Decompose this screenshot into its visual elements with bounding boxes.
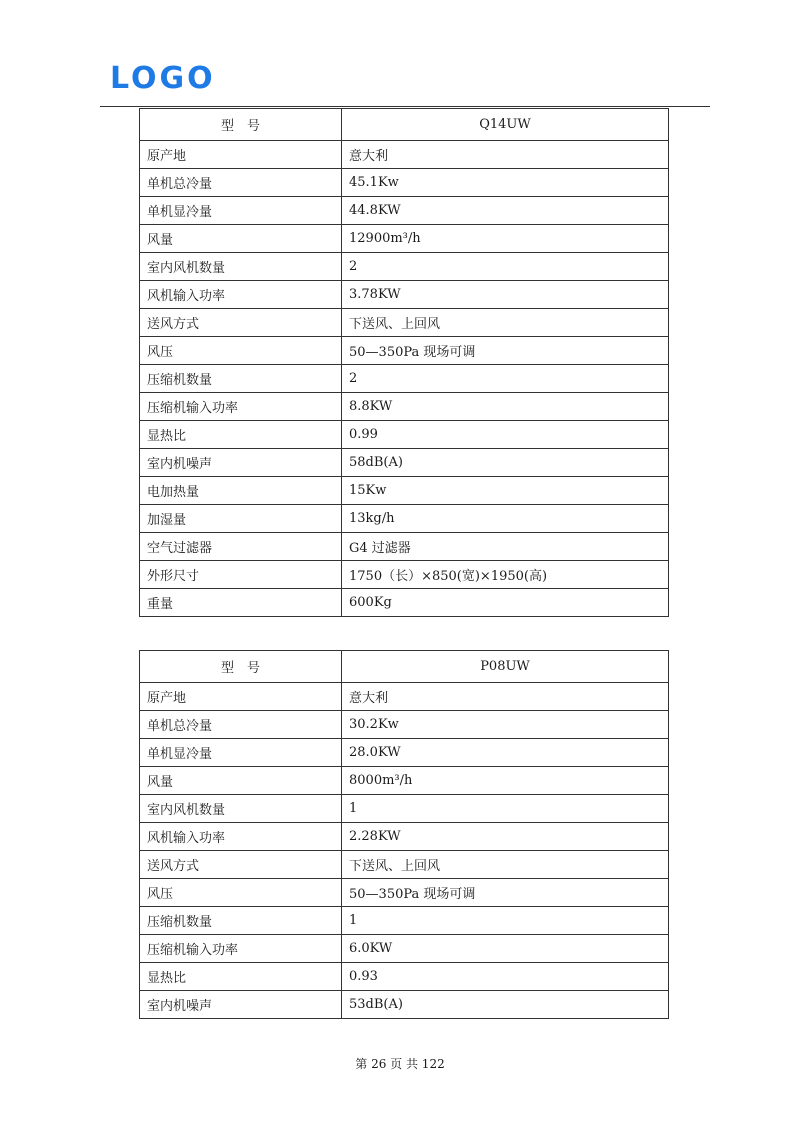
table-row: [140, 935, 669, 963]
spec-value-cell: 1750（长）×850(宽)×1950(高): [342, 561, 669, 589]
logo: LOGO: [110, 61, 216, 96]
spec-label-cell: 重量: [140, 589, 342, 617]
spec-label-cell: 室内风机数量: [140, 795, 342, 823]
spec-label-cell: 压缩机数量: [140, 907, 342, 935]
spec-value-cell: 6.0KW: [342, 935, 669, 963]
spec-label-cell: 压缩机输入功率: [140, 393, 342, 421]
spec-label-cell: 外形尺寸: [140, 561, 342, 589]
spec-value-cell: 2: [342, 253, 669, 281]
table-row: [140, 337, 669, 365]
spec-value-cell: 1: [342, 795, 669, 823]
table-row: [140, 823, 669, 851]
spec-value-cell: 13kg/h: [342, 505, 669, 533]
spec-value-cell: 1: [342, 907, 669, 935]
model-label-cell: 型 号: [140, 109, 342, 141]
spec-value-cell: 下送风、上回风: [342, 309, 669, 337]
spec-label-cell: 室内机噪声: [140, 991, 342, 1019]
table-row: [140, 991, 669, 1019]
table-row: [140, 533, 669, 561]
table-row: [140, 795, 669, 823]
table-row: [140, 281, 669, 309]
table-row: [140, 711, 669, 739]
table-row: [140, 393, 669, 421]
table-row: [140, 561, 669, 589]
spec-value-cell: 2.28KW: [342, 823, 669, 851]
spec-value-cell: 15Kw: [342, 477, 669, 505]
spec-value-cell: 8.8KW: [342, 393, 669, 421]
table-row: [140, 879, 669, 907]
spec-value-cell: 28.0KW: [342, 739, 669, 767]
spec-value-cell: 3.78KW: [342, 281, 669, 309]
spec-label-cell: 送风方式: [140, 309, 342, 337]
model-value-cell: Q14UW: [342, 109, 669, 141]
spec-value-cell: G4 过滤器: [342, 533, 669, 561]
table-row: [140, 683, 669, 711]
table-row: [140, 963, 669, 991]
spec-value-cell: 2: [342, 365, 669, 393]
page-number: 第 26 页 共 122: [355, 1057, 445, 1071]
spec-value-cell: 意大利: [342, 141, 669, 169]
spec-value-cell: 意大利: [342, 683, 669, 711]
table-row: [140, 907, 669, 935]
spec-table-q14uw: [139, 108, 669, 617]
table-row: [140, 449, 669, 477]
model-label-cell: 型 号: [140, 651, 342, 683]
spec-label-cell: 原产地: [140, 141, 342, 169]
spec-value-cell: 下送风、上回风: [342, 851, 669, 879]
spec-value-cell: 30.2Kw: [342, 711, 669, 739]
spec-label-cell: 压缩机数量: [140, 365, 342, 393]
spec-value-cell: 44.8KW: [342, 197, 669, 225]
spec-label-cell: 显热比: [140, 963, 342, 991]
table-row: [140, 169, 669, 197]
table-row: [140, 197, 669, 225]
spec-label-cell: 单机总冷量: [140, 711, 342, 739]
spec-label-cell: 送风方式: [140, 851, 342, 879]
table-row: [140, 253, 669, 281]
table-row: [140, 767, 669, 795]
spec-label-cell: 显热比: [140, 421, 342, 449]
spec-label-cell: 单机总冷量: [140, 169, 342, 197]
spec-label-cell: 风压: [140, 879, 342, 907]
spec-label-cell: 风量: [140, 767, 342, 795]
spec-label-cell: 风机输入功率: [140, 281, 342, 309]
spec-label-cell: 室内机噪声: [140, 449, 342, 477]
spec-label-cell: 电加热量: [140, 477, 342, 505]
spec-label-cell: 加湿量: [140, 505, 342, 533]
table-row: [140, 589, 669, 617]
model-value-cell: P08UW: [342, 651, 669, 683]
spec-value-cell: 53dB(A): [342, 991, 669, 1019]
spec-label-cell: 单机显冷量: [140, 197, 342, 225]
table-row: [140, 739, 669, 767]
spec-label-cell: 风机输入功率: [140, 823, 342, 851]
table-row: [140, 309, 669, 337]
spec-label-cell: 风压: [140, 337, 342, 365]
spec-value-cell: 0.99: [342, 421, 669, 449]
spec-value-cell: 50—350Pa 现场可调: [342, 337, 669, 365]
spec-value-cell: 58dB(A): [342, 449, 669, 477]
spec-table-body: [140, 109, 669, 617]
spec-label-cell: 单机显冷量: [140, 739, 342, 767]
table-row: [140, 365, 669, 393]
table-row: [140, 851, 669, 879]
spec-table-body: [140, 651, 669, 1019]
table-row: [140, 141, 669, 169]
spec-value-cell: 0.93: [342, 963, 669, 991]
spec-table-p08uw: [139, 650, 669, 1019]
table-header-row: [140, 651, 669, 683]
spec-value-cell: 12900m³/h: [342, 225, 669, 253]
table-header-row: [140, 109, 669, 141]
spec-label-cell: 风量: [140, 225, 342, 253]
spec-value-cell: 600Kg: [342, 589, 669, 617]
spec-label-cell: 室内风机数量: [140, 253, 342, 281]
table-row: [140, 225, 669, 253]
spec-label-cell: 空气过滤器: [140, 533, 342, 561]
table-row: [140, 477, 669, 505]
table-row: [140, 505, 669, 533]
spec-value-cell: 45.1Kw: [342, 169, 669, 197]
spec-label-cell: 原产地: [140, 683, 342, 711]
spec-value-cell: 8000m³/h: [342, 767, 669, 795]
spec-label-cell: 压缩机输入功率: [140, 935, 342, 963]
table-row: [140, 421, 669, 449]
header-divider: [100, 106, 710, 107]
spec-value-cell: 50—350Pa 现场可调: [342, 879, 669, 907]
